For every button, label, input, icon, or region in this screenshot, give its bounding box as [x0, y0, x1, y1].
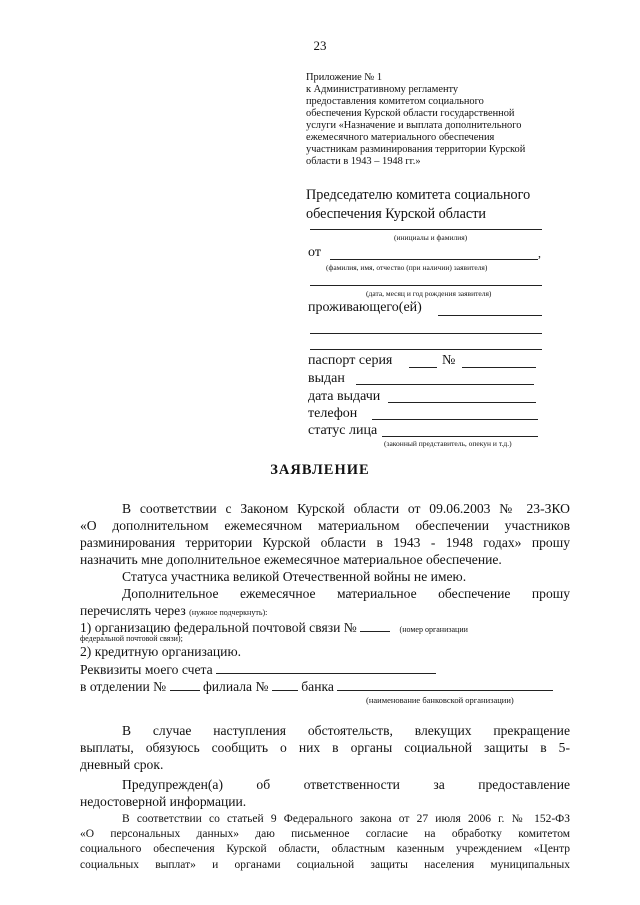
text-line: Дополнительное ежемесячное материальное обеспечение прошу	[122, 586, 570, 601]
paragraph-payment	[80, 585, 570, 621]
text-line: недостоверной информации.	[80, 794, 247, 809]
paragraph-status	[80, 568, 570, 585]
fullname-caption: (фамилия, имя, отчество (при наличии) заявителя)	[326, 263, 488, 272]
account-row	[80, 661, 570, 678]
option-post-hint: (номер организации	[399, 625, 468, 634]
text-line: разминирования территории Курской области в 1943 - 1948 годах» прошу	[80, 535, 570, 550]
issue-date-field[interactable]	[388, 402, 536, 403]
issue-date-label: дата выдачи	[308, 389, 381, 404]
phone-label: телефон	[308, 406, 358, 421]
bank-caption: (наименование банковской организации)	[366, 695, 514, 705]
address-field-2[interactable]	[310, 333, 542, 334]
text-line: выплаты, обязуюсь сообщить о них в органы социальной защиты в 5-	[80, 740, 570, 755]
applicant-name-field[interactable]	[330, 259, 538, 260]
birth-date-field[interactable]	[310, 285, 542, 286]
bank-name-field[interactable]	[337, 678, 553, 691]
document-title: ЗАЯВЛЕНИЕ	[270, 462, 370, 478]
filial-label: филиала №	[202, 679, 269, 694]
text-line: дневный срок.	[80, 757, 164, 772]
appendix-line: к Административному регламенту	[306, 84, 459, 95]
address-field-3[interactable]	[310, 349, 542, 350]
option-post-text: 1) организацию федеральной почтовой связи №	[80, 620, 357, 635]
issued-label: выдан	[308, 371, 345, 386]
passport-number-label: №	[442, 353, 456, 368]
paragraph-law-reference	[80, 500, 570, 568]
appendix-line: участникам разминирования территории Курской	[306, 144, 526, 155]
paragraph-consent	[80, 812, 570, 873]
addressee-heading	[306, 186, 530, 224]
birth-caption: (дата, месяц и год рождения заявителя)	[366, 289, 492, 298]
appendix-line: услуги «Назначение и выплата дополнительного	[306, 120, 522, 131]
from-label: от	[308, 245, 321, 260]
account-number-field[interactable]	[216, 661, 436, 674]
option-bank: 2) кредитную организацию.	[80, 644, 241, 659]
branch-row	[80, 678, 570, 695]
appendix-line: предоставления комитетом социального	[306, 96, 484, 107]
branch-number-field[interactable]	[170, 678, 200, 691]
passport-number-field[interactable]	[462, 367, 536, 368]
initials-caption: (инициалы и фамилия)	[394, 233, 468, 242]
phone-field[interactable]	[372, 419, 538, 420]
text-line: «О дополнительном ежемесячном материальном обеспечении участников	[80, 518, 570, 533]
account-label: Реквизиты моего счета	[80, 662, 213, 677]
text-line: Статуса участника великой Отечественной войны не имею.	[122, 569, 467, 584]
text-line: Предупрежден(а) об ответственности за предоставление	[122, 777, 570, 792]
paragraph-warning	[80, 776, 570, 810]
appendix-line: области в 1943 – 1948 гг.»	[306, 156, 421, 167]
paragraph-obligation	[80, 722, 570, 773]
text-line: «О персональных данных» даю письменное согласие на обработку комитетом	[80, 828, 570, 841]
initials-field[interactable]	[310, 229, 542, 230]
text-line: В соответствии со статьей 9 Федерального закона от 27 июля 2006 г. № 152-ФЗ	[122, 813, 570, 825]
bank-label: банка	[301, 679, 334, 694]
text-line: назначить мне дополнительное ежемесячное материальное обеспечение.	[80, 552, 502, 567]
filial-number-field[interactable]	[272, 678, 298, 691]
address-field-1[interactable]	[438, 315, 542, 316]
text-line: В случае наступления обстоятельств, влекущих прекращение	[122, 723, 570, 738]
post-office-number-field[interactable]	[360, 619, 390, 632]
residing-label: проживающего(ей)	[308, 300, 422, 315]
appendix-block	[306, 72, 574, 168]
text-line: социального обеспечения Курской области, областным казенным учреждением «Центр	[80, 843, 570, 856]
status-field[interactable]	[382, 436, 538, 437]
hint-text: (нужное подчеркнуть):	[189, 608, 268, 617]
addressee-line: Председателю комитета социального	[306, 187, 531, 203]
text-line: социальных выплат» и органами социальной защиты населения муниципальных	[80, 858, 570, 871]
option-post-hint-2: федеральной почтовой связи);	[80, 634, 183, 643]
text-fragment: перечислять через	[80, 603, 186, 618]
passport-series-label: паспорт серия	[308, 353, 393, 368]
appendix-line: ежемесячного материального обеспечения	[306, 132, 495, 143]
status-label: статус лица	[308, 423, 378, 438]
status-caption: (законный представитель, опекун и т.д.)	[384, 439, 512, 448]
passport-series-field[interactable]	[409, 367, 437, 368]
branch-label: в отделении №	[80, 679, 167, 694]
page-number: 23	[313, 38, 327, 53]
issued-by-field[interactable]	[356, 384, 534, 385]
addressee-line: обеспечения Курской области	[306, 206, 487, 222]
comma: ,	[538, 246, 541, 260]
appendix-line: Приложение № 1	[306, 72, 383, 83]
text-line: В соответствии с Законом Курской области от 09.06.2003 № 23-ЗКО	[122, 501, 570, 516]
appendix-line: обеспечения Курской области государственной	[306, 108, 515, 119]
